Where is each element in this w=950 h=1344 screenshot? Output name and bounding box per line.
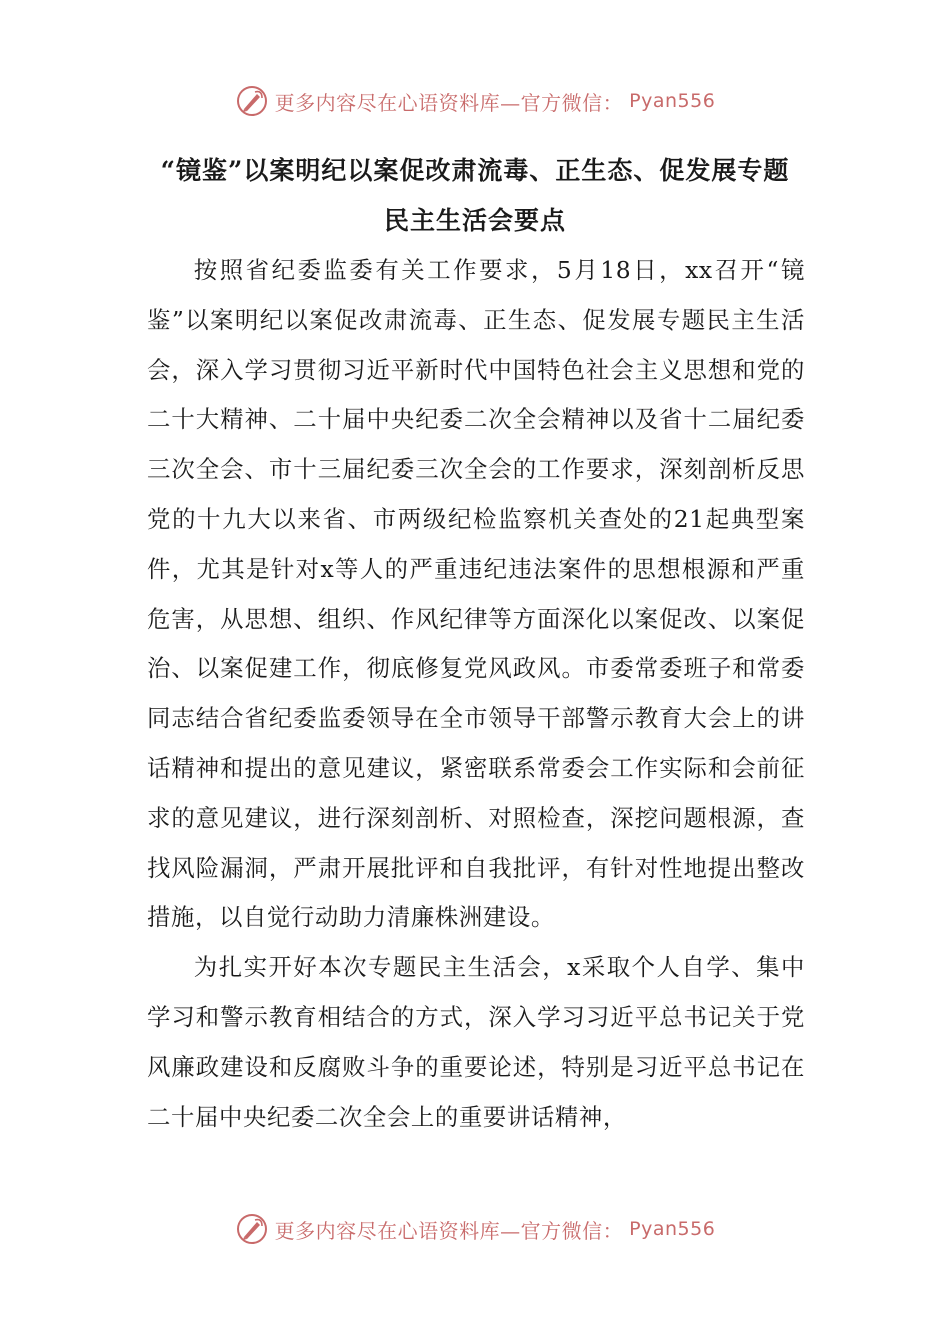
pen-logo-icon — [235, 1212, 269, 1246]
document-body — [147, 246, 805, 1142]
watermark-footer — [0, 1212, 950, 1246]
watermark-wechat-id: Pyan556 — [629, 1218, 716, 1240]
document-title-line1: “镜鉴”以案明纪以案促改肃流毒、正生态、促发展专题 — [160, 156, 790, 185]
watermark-header — [0, 84, 950, 118]
watermark-text: 更多内容尽在心语资料库—官方微信： — [274, 90, 624, 115]
document-title-line2: 民主生活会要点 — [383, 206, 566, 235]
watermark-text: 更多内容尽在心语资料库—官方微信： — [274, 1218, 624, 1243]
paragraph-1: 按照省纪委监委有关工作要求，5月18日，xx召开“镜鉴”以案明纪以案促改肃流毒、正生态、促发展专题民主生活会，深入学习贯彻习近平新时代中国特色社会主义思想和党的二十大精神、二十届中央纪委二次全会精神以及省十二届纪委三次全会、市十三届纪委三次全会的工作要求，深刻剖析反思党的十九大以来省、市两级纪检监察机关查处的21起典型案件，尤其是针对x等人的严重违纪违法案件的思想根源和严重危害，从思想、组织、作风纪律等方面深化以案促改、以案促治、以案促建工作，彻底修复党风政风。市委常委班子和常委同志结合省纪委监委领导在全市领导干部警示教育大会上的讲话精神和提出的意见建议，紧密联系常委会工作实际和会前征求的意见建议，进行深刻剖析、对照检查，深挖问题根源，查找风险漏洞，严肃开展批评和自我批评，有针对性地提出整改措施，以自觉行动助力清廉株洲建设。 — [147, 256, 805, 932]
pen-logo-icon — [235, 84, 269, 118]
watermark-wechat-id: Pyan556 — [629, 90, 716, 112]
paragraph-2: 为扎实开好本次专题民主生活会，x采取个人自学、集中学习和警示教育相结合的方式，深入学习习近平总书记关于党风廉政建设和反腐败斗争的重要论述，特别是习近平总书记在二十届中央纪委二次全会上的重要讲话精神， — [147, 953, 805, 1131]
